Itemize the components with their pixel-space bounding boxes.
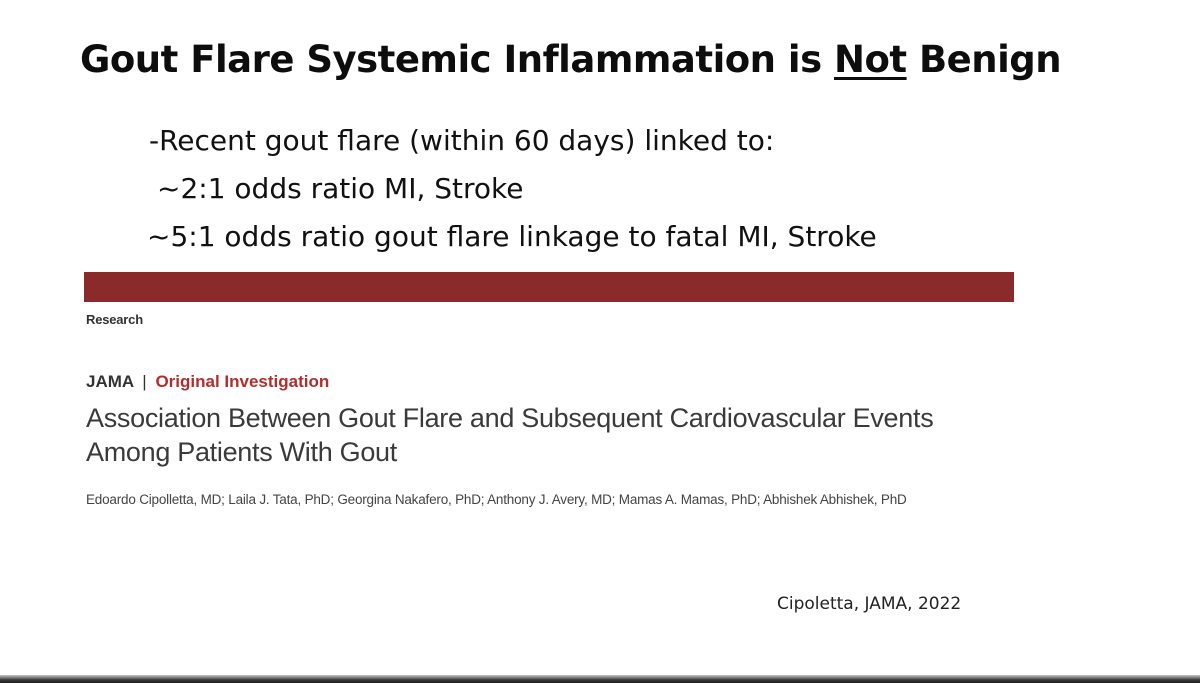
bullet-list <box>145 117 877 261</box>
author-list: Edoardo Cipolletta, MD; Laila J. Tata, PhD; Georgina Nakafero, PhD; Anthony J. Avery, MD; Mamas A. Mamas, PhD; Abhishek Abhishek, PhD <box>86 492 907 507</box>
section-label: Research <box>86 312 143 327</box>
journal-separator: | <box>142 372 147 391</box>
article-type: Original Investigation <box>155 372 330 391</box>
article-title-line: Association Between Gout Flare and Subsequent Cardiovascular Events <box>86 403 934 433</box>
bullet-item: ~2:1 odds ratio MI, Stroke <box>157 172 524 205</box>
article-title-line: Among Patients With Gout <box>86 437 397 467</box>
slide-title <box>80 38 1061 81</box>
journal-name: JAMA <box>86 372 134 391</box>
citation: Cipoletta, JAMA, 2022 <box>777 594 962 614</box>
bullet-item: -Recent gout flare (within 60 days) linked to: <box>149 124 775 157</box>
journal-line <box>86 372 329 392</box>
bullet-item: ~5:1 odds ratio gout flare linkage to fatal MI, Stroke <box>147 220 877 253</box>
title-prefix: Gout Flare Systemic Inflammation is <box>80 38 834 81</box>
article-title <box>86 401 1026 469</box>
journal-header-bar <box>84 272 1014 302</box>
title-emphasis: Not <box>834 38 907 81</box>
bottom-edge <box>0 675 1200 683</box>
title-suffix: Benign <box>906 38 1062 81</box>
